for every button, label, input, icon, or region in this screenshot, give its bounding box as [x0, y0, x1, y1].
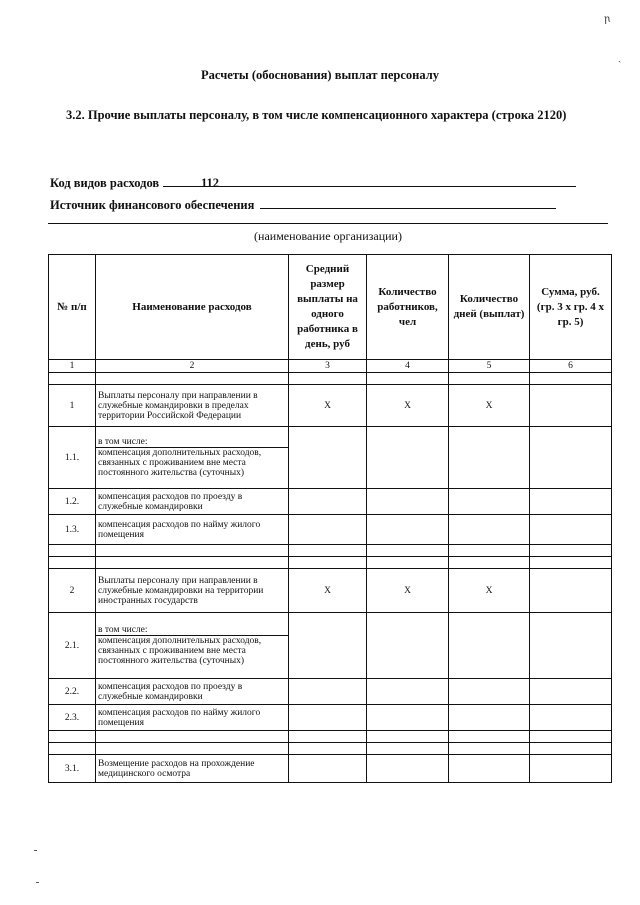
- table-row: [49, 755, 612, 783]
- column-number: 4: [367, 360, 449, 373]
- x-mark: X: [289, 385, 367, 427]
- table-row: [49, 679, 612, 705]
- header-sum: Сумма, руб. (гр. 3 х гр. 4 х гр. 5): [530, 255, 612, 360]
- column-number-row: [49, 360, 612, 373]
- funding-source-label: Источник финансового обеспечения: [50, 198, 255, 212]
- x-mark: X: [367, 385, 449, 427]
- row-num: 2.3.: [49, 705, 96, 731]
- table-row-empty: [49, 545, 612, 557]
- column-number: 5: [449, 360, 530, 373]
- sum-cell: [530, 427, 612, 489]
- x-mark: X: [449, 385, 530, 427]
- avg-cell: [289, 427, 367, 489]
- row-name: Выплаты персоналу при направлении в служебные командировки на территории иностранных государств: [96, 569, 289, 613]
- row-name: компенсация расходов по найму жилого помещения: [96, 515, 289, 545]
- section-title: 3.2. Прочие выплаты персоналу, в том числе компенсационного характера (строка 2120): [66, 108, 567, 122]
- row-name: компенсация расходов по проезду в служебные командировки: [96, 489, 289, 515]
- header-num: № п/п: [49, 255, 96, 360]
- x-mark: X: [449, 569, 530, 613]
- table-row-empty: [49, 731, 612, 743]
- row-name: компенсация расходов по проезду в служебные командировки: [96, 679, 289, 705]
- x-mark: X: [289, 569, 367, 613]
- header-days: Количество дней (выплат): [449, 255, 530, 360]
- row-name: компенсация дополнительных расходов, связанных с проживанием вне места постоянного жительства (суточных): [98, 636, 262, 666]
- scan-speck: [36, 882, 39, 883]
- scan-speck: [34, 850, 37, 851]
- org-name-caption: (наименование организации): [254, 229, 402, 243]
- table-row: [49, 489, 612, 515]
- row-num: 1.1.: [49, 427, 96, 489]
- row-num: 1.3.: [49, 515, 96, 545]
- days-cell: [449, 427, 530, 489]
- sum-cell: [530, 569, 612, 613]
- page-title: Расчеты (обоснования) выплат персоналу: [201, 68, 439, 82]
- column-number: 2: [96, 360, 289, 373]
- table-row: [49, 515, 612, 545]
- table-row: [49, 385, 612, 427]
- table-row-empty: [49, 557, 612, 569]
- row-name: компенсация дополнительных расходов, связанных с проживанием вне места постоянного жительства (суточных): [98, 448, 262, 478]
- row-num: 1.2.: [49, 489, 96, 515]
- row-num: 2.2.: [49, 679, 96, 705]
- x-mark: X: [367, 569, 449, 613]
- expense-code-value: 112: [201, 176, 220, 190]
- row-name: Возмещение расходов на прохождение медицинского осмотра: [96, 755, 289, 783]
- funding-source-underline: [260, 208, 556, 209]
- table-header-row: [49, 255, 612, 360]
- table-row-empty: [49, 743, 612, 755]
- expense-code-label: Код видов расходов: [50, 176, 160, 190]
- row-num: 2.1.: [49, 613, 96, 679]
- column-number: 6: [530, 360, 612, 373]
- column-number: 3: [289, 360, 367, 373]
- workers-cell: [367, 427, 449, 489]
- corner-mark: ˎ: [618, 52, 622, 63]
- table-row: [49, 569, 612, 613]
- table-row: [49, 427, 612, 489]
- sum-cell: [530, 385, 612, 427]
- row-num: 3.1.: [49, 755, 96, 783]
- including-label: в том числе:: [96, 625, 288, 636]
- header-workers: Количество работников, чел: [367, 255, 449, 360]
- header-name: Наименование расходов: [96, 255, 289, 360]
- row-name: Выплаты персоналу при направлении в служебные командировки в пределах территории Российской Федерации: [96, 385, 289, 427]
- corner-mark: ꞃ: [604, 14, 611, 25]
- table-row: [49, 613, 612, 679]
- row-name: компенсация расходов по найму жилого помещения: [96, 705, 289, 731]
- row-num: 2: [49, 569, 96, 613]
- expense-code-underline: [163, 186, 576, 187]
- row-num: 1: [49, 385, 96, 427]
- table-row: [49, 705, 612, 731]
- column-number: 1: [49, 360, 96, 373]
- header-avg-payment: Средний размер выплаты на одного работника в день, руб: [289, 255, 367, 360]
- expense-code-row: [50, 176, 159, 191]
- table-row-spacer: [49, 373, 612, 385]
- payments-table: [48, 254, 612, 783]
- org-name-line: [48, 223, 608, 224]
- including-label: в том числе:: [96, 437, 288, 448]
- funding-source-row: [50, 198, 254, 213]
